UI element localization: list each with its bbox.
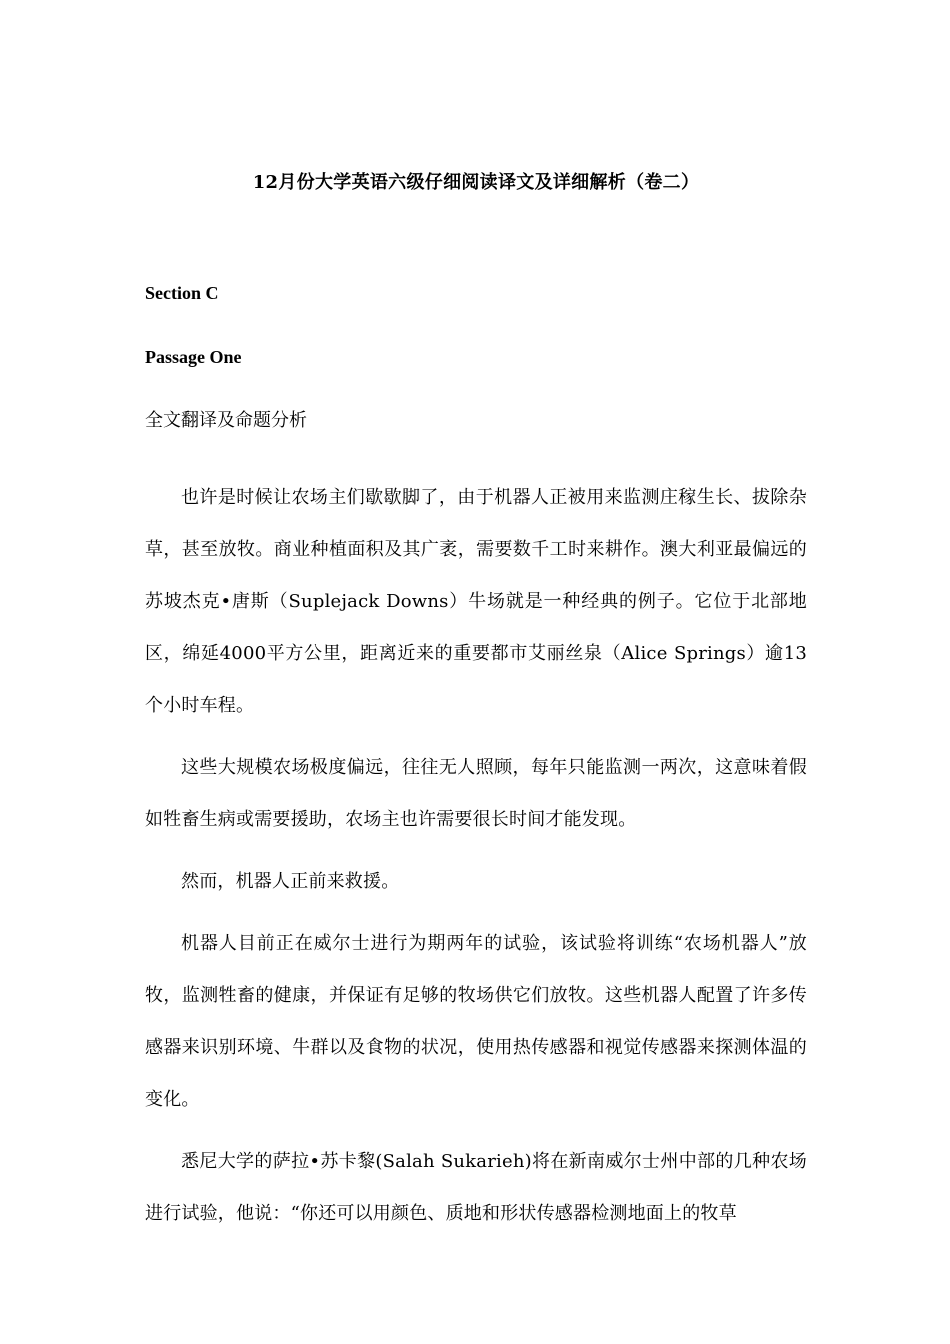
translation-subheading: 全文翻译及命题分析 bbox=[145, 410, 307, 431]
section-heading: Section C bbox=[145, 283, 219, 303]
paragraph: 也许是时候让农场主们歇歇脚了，由于机器人正被用来监测庄稼生长、拔除杂草，甚至放牧。商业种植面积及其广袤，需要数千工时来耕作。澳大利亚最偏远的苏坡杰克•唐斯（Suplejack Downs）牛场就是一种经典的例子。它位于北部地区，绵延4000平方公里，距离近来的重要都市艾丽丝泉（Alice Springs）逾13个小时车程。 bbox=[145, 487, 807, 716]
paragraph: 这些大规模农场极度偏远，往往无人照顾，每年只能监测一两次，这意味着假如牲畜生病或需要援助，农场主也许需要很长时间才能发现。 bbox=[145, 757, 807, 830]
document-body bbox=[145, 170, 807, 1250]
paragraph: 然而，机器人正前来救援。 bbox=[181, 871, 400, 892]
paragraph: 机器人目前正在威尔士进行为期两年的试验，该试验将训练“农场机器人”放牧，监测牲畜的健康，并保证有足够的牧场供它们放牧。这些机器人配置了许多传感器来识别环境、牛群以及食物的状况，使用热传感器和视觉传感器来探测体温的变化。 bbox=[145, 933, 807, 1110]
paragraph: 悉尼大学的萨拉•苏卡黎(Salah Sukarieh)将在新南威尔士州中部的几种农场进行试验，他说：“你还可以用颜色、质地和形状传感器检测地面上的牧草 bbox=[145, 1151, 807, 1224]
document-title: 12月份大学英语六级仔细阅读译文及详细解析（卷二） bbox=[252, 172, 700, 193]
passage-heading: Passage One bbox=[145, 347, 242, 367]
